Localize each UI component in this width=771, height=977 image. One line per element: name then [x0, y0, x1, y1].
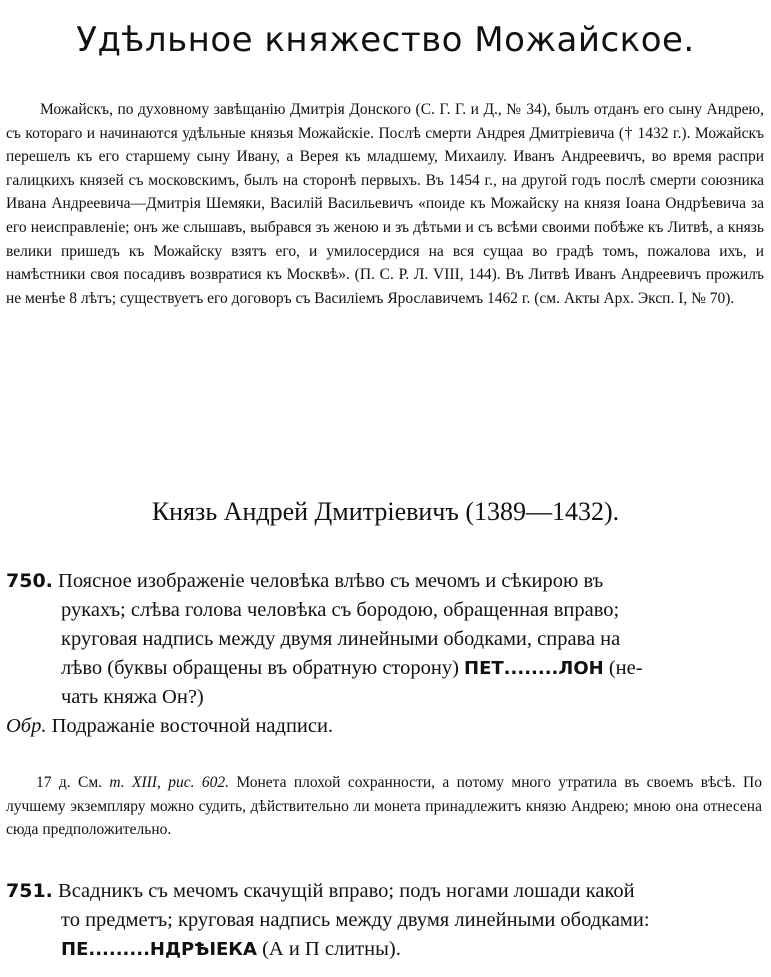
- section-heading: Князь Андрей Дмитріевичъ (1389—1432).: [151, 497, 620, 526]
- entry-line: [6, 712, 766, 741]
- entry-line: [6, 935, 766, 964]
- entry-line: круговая надпись между двумя линейными ободками, справа на: [61, 628, 621, 650]
- entry-line: рукахъ; слѣва голова человѣка съ бородою, обращенная вправо;: [61, 599, 620, 621]
- entry-line: то предметъ; круговая надпись между двумя линейными ободками:: [61, 909, 650, 931]
- entry-number: 751.: [6, 880, 53, 902]
- reverse-text: Подражаніе восточной надписи.: [46, 715, 334, 737]
- inscription-text: ПЕ.........НДРѢІЕКА: [61, 939, 257, 960]
- catalog-entry-751: [6, 877, 766, 964]
- note-text: Монета плохой сохранности, а потому много утратила въ своемъ вѣсѣ. По лучшему экземпляру можно судить, дѣйствительно ли монета принадлежитъ князю Андрею; мною она отнесена сюда предположительно.: [6, 774, 762, 838]
- intro-paragraph: Можайскъ, по духовному завѣщанію Дмитрія Донского (С. Г. Г. и Д., № 34), былъ отданъ его сыну Андрею, съ котораго и начинаются удѣльные князья Можайскіе. Послѣ смерти Андрея Дмитріевича († 1432 г.). Можайскъ перешелъ къ его старшему сыну Ивану, а Верея къ младшему, Михаилу. Иванъ Андреевичъ, во время распри галицкихъ князей съ московскимъ, былъ на сторонѣ первыхъ. Въ 1454 г., на другой годъ послѣ смерти союзника Ивана Андреевича—Дмитрія Шемяки, Василій Васильевичъ «поиде къ Можайску на князя Іоана Ондрѣевича за его неисправленіе; онъ же слышавъ, выбрався зъ женою и зъ дѣтьми и съ всѣми своими побѣже къ Литвѣ, а князь велики пришедъ къ Можайску взятъ его, и умилосердися на вся сущаа во градѣ томъ, пожалова ихъ, и намѣстники своя посадивъ возвратися къ Москвѣ». (П. С. Р. Л. VIII, 144). Въ Литвѣ Иванъ Андреевичъ прожилъ не менѣе 8 лѣтъ; существуетъ его договоръ съ Василіемъ Ярославичемъ 1462 г. (см. Акты Арх. Эксп. I, № 70).: [6, 101, 764, 307]
- reverse-label: Обр.: [6, 715, 47, 737]
- entry-line: [6, 654, 766, 683]
- note-text: 17 д. См.: [36, 774, 110, 791]
- entry-note: [6, 771, 762, 842]
- entry-text: лѣво (буквы обращены въ обратную сторону): [61, 657, 465, 679]
- entry-number: 750.: [6, 570, 53, 592]
- entry-line: [6, 567, 766, 596]
- entry-line: чать княжа Он?): [61, 686, 204, 708]
- catalog-entry-750: [6, 567, 766, 741]
- page-title: Удѣльное княжество Можайское.: [76, 20, 695, 60]
- entry-line: [6, 877, 766, 906]
- entry-text: (не-: [603, 657, 643, 679]
- entry-text: Всадникъ съ мечомъ скачущій вправо; подъ ногами лошади какой: [58, 880, 635, 902]
- note-reference: т. XIII, рис. 602.: [109, 774, 229, 791]
- entry-text: Поясное изображеніе человѣка влѣво съ мечомъ и сѣкирою въ: [58, 570, 604, 592]
- entry-text: (А и П слитны).: [256, 938, 401, 960]
- inscription-text: ПЕТ........ЛОН: [464, 658, 604, 679]
